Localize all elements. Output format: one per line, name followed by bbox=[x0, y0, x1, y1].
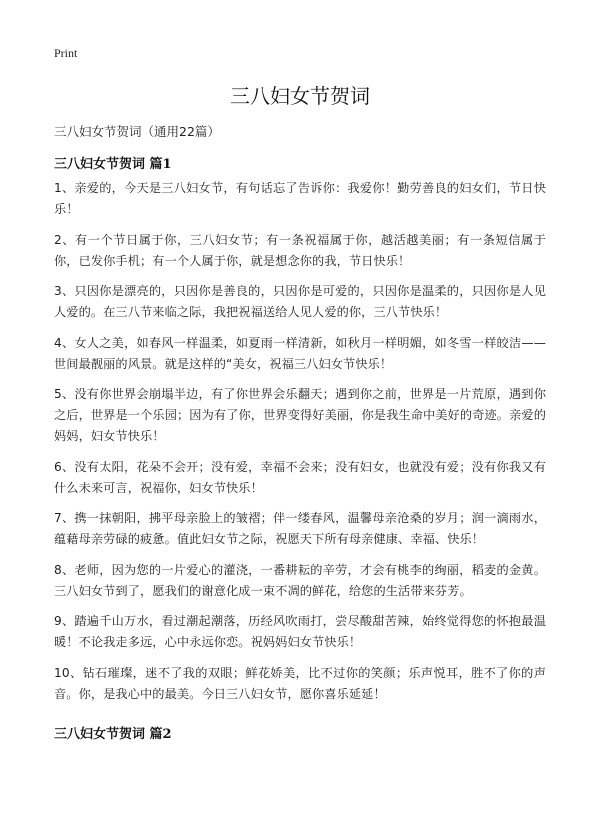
page-title: 三八妇女节贺词 bbox=[230, 84, 370, 108]
section-heading-2: 三八妇女节贺词 篇2 bbox=[54, 727, 172, 742]
paragraph: 5、没有你世界会崩塌半边，有了你世界会乐翻天；遇到你之前，世界是一片荒原，遇到你之后，世界是一个乐园；因为有了你，世界变得好美丽，你是我生命中美好的奇迹。亲爱的妈妈，妇女节快乐！ bbox=[54, 387, 546, 443]
paragraph: 7、携一抹朝阳，拂平母亲脸上的皱褶；伴一缕春风，温馨母亲沧桑的岁月；润一滴雨水，蕴藉母亲劳碌的疲惫。值此妇女节之际，祝愿天下所有母亲健康、幸福、快乐！ bbox=[54, 511, 546, 546]
paragraph: 9、踏遍千山万水，看过潮起潮落，历经风吹雨打，尝尽酸甜苦辣，始终觉得您的怀抱最温暖！不论我走多远，心中永远你恋。祝妈妈妇女节快乐！ bbox=[54, 614, 546, 649]
paragraph: 6、没有太阳，花朵不会开；没有爱，幸福不会来；没有妇女，也就没有爱；没有你我又有什么未来可言，祝福你，妇女节快乐！ bbox=[54, 459, 546, 495]
paragraph: 10、钻石璀璨，迷不了我的双眼；鲜花娇美，比不过你的笑颜；乐声悦耳，胜不了你的声音。你，是我心中的最美。今日三八妇女节，愿你喜乐延延！ bbox=[54, 665, 546, 701]
section-heading-1: 三八妇女节贺词 篇1 bbox=[54, 157, 172, 172]
paragraph-list bbox=[54, 178, 546, 714]
paragraph: 1、亲爱的，今天是三八妇女节，有句话忘了告诉你：我爱你！勤劳善良的妇女们，节日快乐！ bbox=[54, 181, 546, 216]
paragraph: 8、老师，因为您的一片爱心的灌浇，一番耕耘的辛劳，才会有桃李的绚丽，稻麦的金黄。三八妇女节到了，愿我们的谢意化成一束不凋的鲜花，给您的生活带来芬芳。 bbox=[54, 562, 546, 598]
paragraph: 3、只因你是漂亮的，只因你是善良的，只因你是可爱的，只因你是温柔的，只因你是人见人爱的。在三八节来临之际，我把祝福送给人见人爱的你，三八节快乐！ bbox=[54, 284, 546, 319]
document-subtitle: 三八妇女节贺词（通用22篇） bbox=[54, 124, 220, 139]
print-link[interactable]: Print bbox=[54, 46, 78, 60]
paragraph: 4、女人之美，如春风一样温柔，如夏雨一样清新，如秋月一样明媚，如冬雪一样皎洁——世间最靓丽的风景。就是这样的“美女，祝福三八妇女节快乐！ bbox=[54, 335, 546, 371]
paragraph: 2、有一个节日属于你，三八妇女节；有一条祝福属于你，越活越美丽；有一条短信属于你，已发你手机；有一个人属于你，就是想念你的我，节日快乐！ bbox=[54, 232, 546, 268]
